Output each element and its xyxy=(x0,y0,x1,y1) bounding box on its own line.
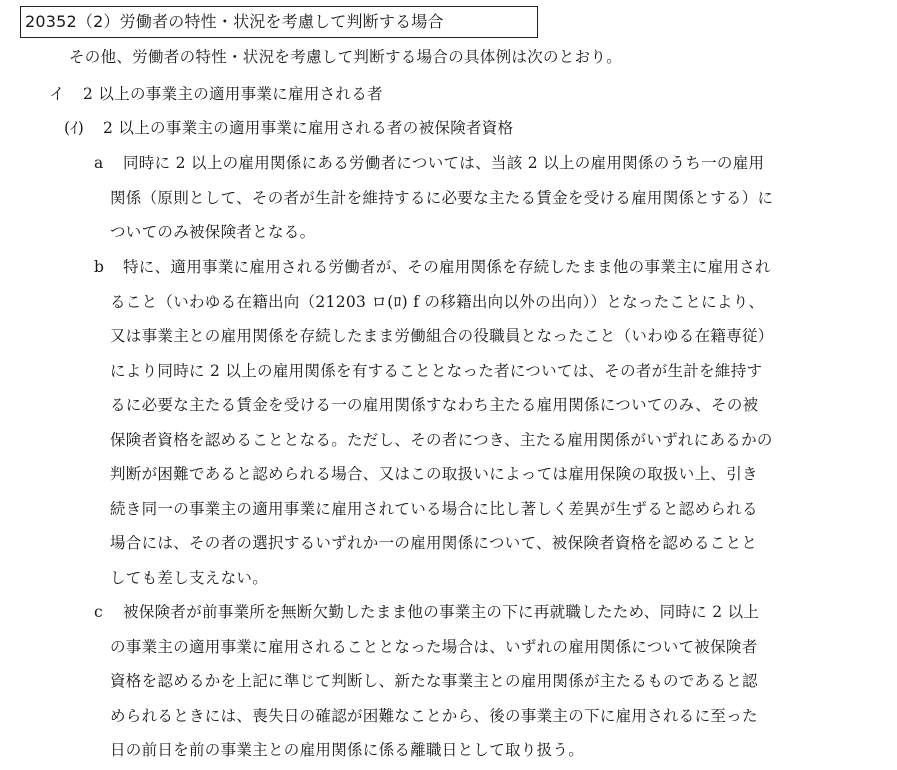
heading-sub-text: 2 以上の事業主の適用事業に雇用される者の被保険者資格 xyxy=(103,119,514,137)
item-b-line: 又は事業主との雇用関係を存続したまま労働組合の役職員となったこと（いわゆる在籍専従） xyxy=(110,327,774,345)
heading-i-text: 2 以上の事業主の適用事業に雇用される者 xyxy=(83,85,383,103)
item-a-line: 同時に 2 以上の雇用関係にある労働者については、当該 2 以上の雇用関係のうち一の雇用 xyxy=(123,154,765,172)
heading-sub-marker: (ｲ) xyxy=(64,119,84,137)
item-c-marker: c xyxy=(94,603,103,621)
item-b-line: により同時に 2 以上の雇用関係を有することとなった者については、その者が生計を維持す xyxy=(110,362,763,380)
item-b-line: 場合には、その者の選択するいずれか一の雇用関係について、被保険者資格を認めることと xyxy=(110,534,758,552)
item-a-marker: a xyxy=(94,154,104,172)
item-b-line: 続き同一の事業主の適用事業に雇用されている場合に比し著しく差異が生ずると認められる xyxy=(110,500,758,518)
item-b-line: しても差し支えない。 xyxy=(110,569,269,587)
item-c-line: の事業主の適用事業に雇用されることとなった場合は、いずれの雇用関係について被保険者 xyxy=(110,638,758,656)
item-b-marker: b xyxy=(94,258,104,276)
heading-i-marker: イ xyxy=(49,85,65,103)
intro-text: その他、労働者の特性・状況を考慮して判断する場合の具体例は次のとおり。 xyxy=(69,48,623,66)
item-c-line: められるときには、喪失日の確認が困難なことから、後の事業主の下に雇用されるに至った xyxy=(110,707,758,725)
item-b-line: 特に、適用事業に雇用される労働者が、その雇用関係を存続したまま他の事業主に雇用され xyxy=(123,258,771,276)
item-c-line: 被保険者が前事業所を無断欠勤したまま他の事業主の下に再就職したため、同時に 2 以上 xyxy=(123,603,760,621)
item-b-line: ること（いわゆる在籍出向（21203 ロ(ﾛ) f の移籍出向以外の出向））となったことにより、 xyxy=(110,293,765,311)
item-c-line: 日の前日を前の事業主との雇用関係に係る離職日として取り扱う。 xyxy=(110,741,585,759)
item-b-line: 判断が困難であると認められる場合、又はこの取扱いによっては雇用保険の取扱い上、引き xyxy=(110,465,758,483)
item-b-line: 保険者資格を認めることとなる。ただし、その者につき、主たる雇用関係がいずれにあるかの xyxy=(110,431,773,449)
item-c-line: 資格を認めるかを上記に準じて判断し、新たな事業主との雇用関係が主たるものであると認 xyxy=(110,672,758,690)
section-title: 20352（2）労働者の特性・状況を考慮して判断する場合 xyxy=(20,6,538,38)
item-a-line: 関係（原則として、その者が生計を維持するに必要な主たる賃金を受ける雇用関係とする）に xyxy=(110,189,774,207)
item-a-line: ついてのみ被保険者となる。 xyxy=(110,223,316,241)
item-b-line: るに必要な主たる賃金を受ける一の雇用関係すなわち主たる雇用関係についてのみ、その被 xyxy=(110,396,759,414)
